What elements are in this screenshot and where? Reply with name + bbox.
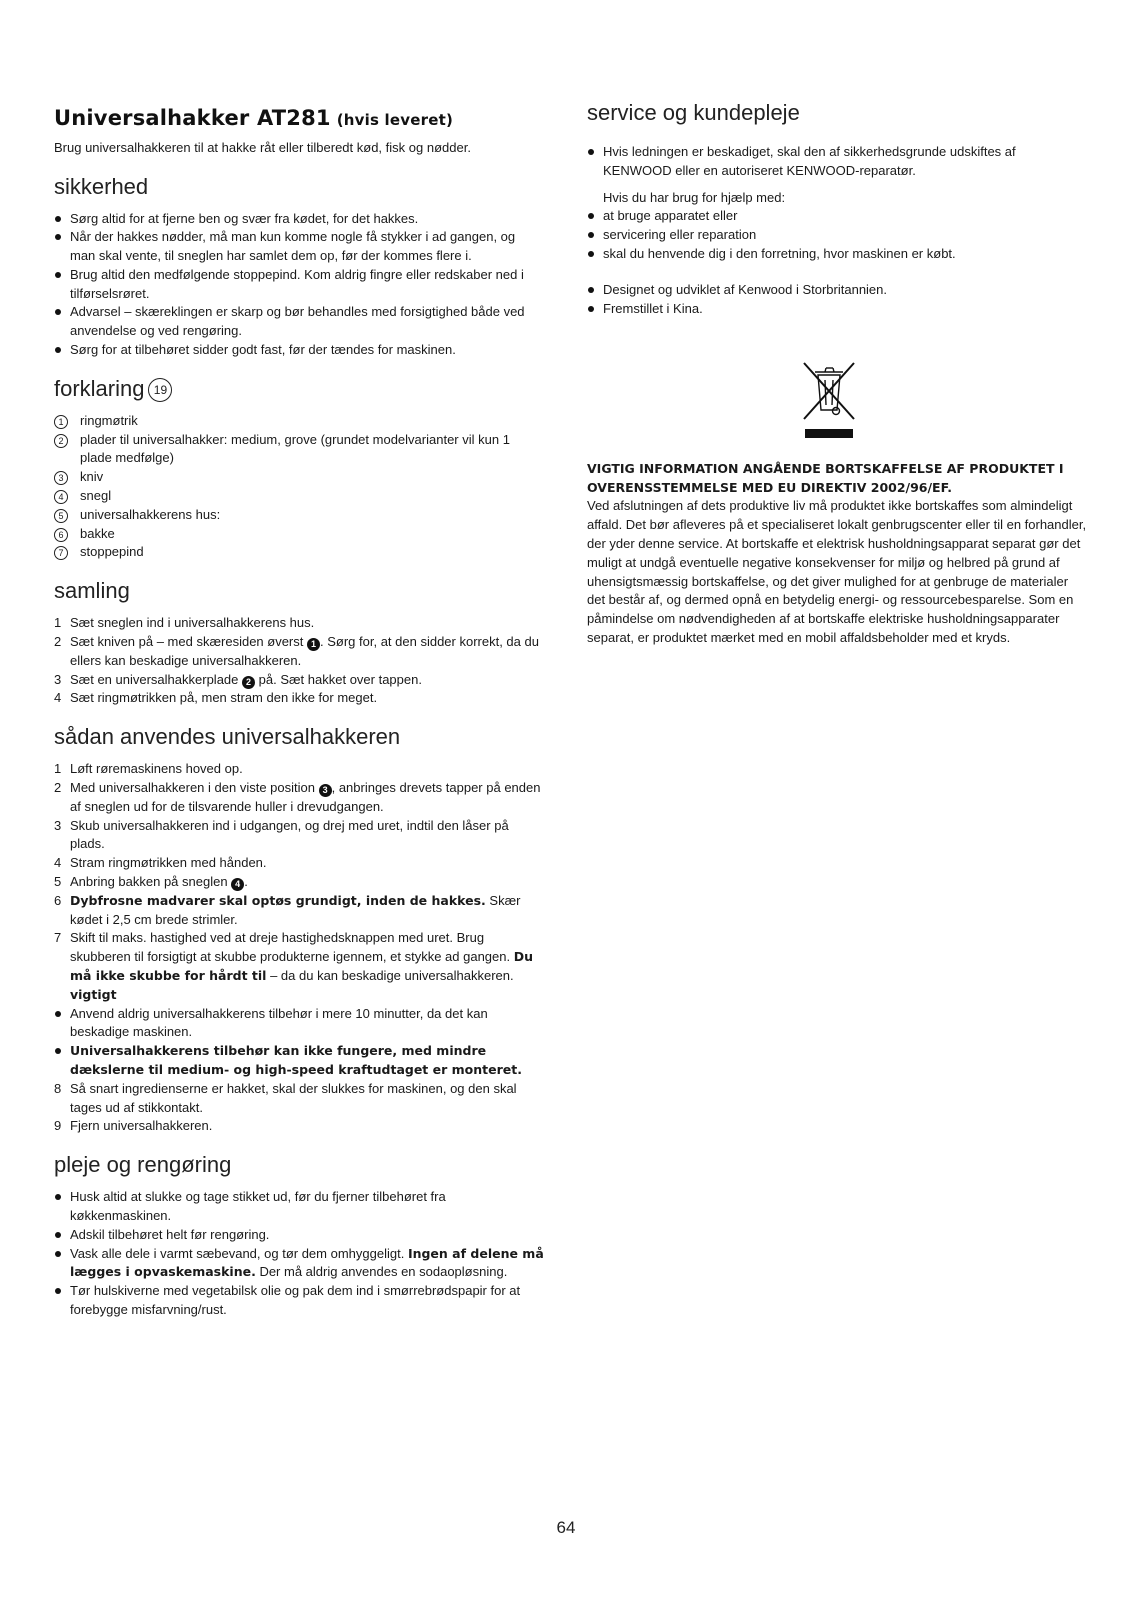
crossed-bin-icon [799,358,859,438]
care-item [54,1245,544,1283]
step-text: Så snart ingredienserne er hakket, skal der slukkes for maskinen, og den skal tages ud af stikkontakt. [70,1080,517,1115]
usage-step [54,873,544,892]
usage-step [54,929,544,985]
service-list [587,143,1087,181]
care-text: Der må aldrig anvendes en sodaopløsning. [255,1264,508,1280]
heading-anvendes: sådan anvendes universalhakkeren [54,724,401,750]
help-intro: Hvis du har brug for hjælp med: [603,189,786,205]
step-text: Sæt kniven på – med skæresiden øverst [70,634,304,650]
step-text: Sæt ringmøtrikken på, men stram den ikke for meget. [70,690,378,706]
important-item: Anvend aldrig universalhakkerens tilbehør i mere 10 minutter, da det kan beskadige maskinen. [54,1005,544,1043]
part-item [54,412,544,431]
assembly-steps [54,614,544,708]
step-text: Sæt sneglen ind i universalhakkerens hus. [70,615,315,631]
important-bold-text: Universalhakkerens tilbehør kan ikke fungere, med mindre dækslerne til medium- og high-speed kraftudtaget er monteret. [70,1043,522,1077]
help-item: skal du henvende dig i den forretning, hvor maskinen er købt. [587,245,1087,264]
safety-item: Brug altid den medfølgende stoppepind. Kom aldrig fingre eller redskaber ned i tilførselsrøret. [54,266,544,304]
step-text: Anbring bakken på sneglen [70,874,228,890]
part-label: snegl [80,488,112,504]
part-number-circle: 2 [54,434,68,448]
step-number: 5 [54,874,62,890]
care-bold-text: Ingen af delene må lægges i opvaskemaskine. [70,1245,544,1280]
step-number: 7 [54,930,62,946]
usage-step [54,854,544,873]
figure-ref-badge: 2 [242,676,255,689]
disposal-heading: VIGTIG INFORMATION ANGÅENDE BORTSKAFFELSE AF PRODUKTET I OVERENSSTEMMELSE MED EU DIREKTIV 2002/96/EF. [587,461,1064,495]
care-item: Husk altid at slukke og tage stikket ud, før du fjerner tilbehøret fra køkkenmaskinen. [54,1188,544,1226]
step-text: Med universalhakkeren i den viste position [70,780,315,796]
part-number-circle: 3 [54,471,68,485]
intro-text: Brug universalhakkeren til at hakke råt eller tilberedt kød, fisk og nødder. [54,140,471,155]
heading-sikkerhed: sikkerhed [54,173,149,199]
assembly-step [54,689,544,708]
usage-step [54,779,544,817]
step-text: Sæt en universalhakkerplade [70,671,239,687]
step-text: Skift til maks. hastighed ved at dreje hastighedsknappen med uret. Brug skubberen til forsigtigt at skubbe produkterne igennem, et stykke ad gangen. [70,930,511,965]
page-title [54,106,544,130]
part-label: plader til universalhakker: medium, grove (grundet modelvarianter vil kun 1 plade medfølge) [80,431,510,466]
figure-ref-circle: 19 [148,378,172,402]
parts-list [54,412,544,562]
part-label: ringmøtrik [80,412,138,428]
step-text: Skær kødet i 2,5 cm brede strimler. [70,892,521,927]
step-bold-text: Dybfrosne madvarer skal optøs grundigt, inden de hakkes. [70,892,486,908]
care-item: Adskil tilbehøret helt før rengøring. [54,1226,544,1245]
heading-pleje: pleje og rengøring [54,1152,232,1178]
assembly-step [54,671,544,690]
figure-ref-badge: 1 [307,638,320,651]
step-number: 2 [54,634,62,650]
disposal-body: Ved afslutningen af dets produktive liv må produktet ikke bortskaffes som almindeligt affald. Det bør afleveres på et specialiseret lokalt genbrugscenter eller til en forhandler, der yder denne service. At bortskaffe et elektrisk husholdningsapparat separat gør det muligt at undgå eventuelle negative konsekvenser for miljø og helbred på grund af uhensigtsmæssig bortskaffelse, og det giver mulighed for at genbruge de materialer det består af, og dermed opnå en betydelig energi- og ressourcebesparelse. Som en påmindelse om nødvendigheden af at bortskaffe elektriske husholdningsapparater separat, er produktet mærket med en mobil affaldsbeholder med et kryds. [587,498,1087,645]
important-list [54,1005,544,1080]
usage-steps-b [54,1080,544,1136]
usage-step [54,760,544,779]
title-suffix: (hvis leveret) [336,111,454,129]
part-label: stoppepind [80,544,144,560]
step-number: 4 [54,855,62,871]
step-bold-text: Du må ikke skubbe for hårdt til [70,949,534,983]
safety-item: Sørg for at tilbehøret sidder godt fast, før der tændes for maskinen. [54,341,544,360]
usage-steps-a [54,760,544,986]
part-label: kniv [80,469,104,485]
part-number-circle: 4 [54,490,68,504]
step-number: 3 [54,671,62,687]
part-item [54,468,544,487]
safety-item: Advarsel – skæreklingen er skarp og bør behandles med forsigtighed både ved anvendelse og ved rengøring. [54,303,544,341]
part-item [54,506,544,525]
important-item [54,1042,544,1080]
step-number: 8 [54,1080,62,1096]
heading-forklaring-text: forklaring [54,375,145,401]
heading-service: service og kundepleje [587,100,800,125]
step-number: 2 [54,780,62,796]
step-number: 9 [54,1118,62,1134]
service-item: Hvis ledningen er beskadiget, skal den af sikkerhedsgrunde udskiftes af KENWOOD eller en autoriseret KENWOOD-reparatør. [587,143,1087,181]
step-number: 4 [54,690,62,706]
assembly-step [54,614,544,633]
part-number-circle: 6 [54,528,68,542]
help-item: servicering eller reparation [587,226,1087,245]
care-text: Vask alle dele i varmt sæbevand, og tør dem omhyggeligt. [70,1245,405,1261]
part-label: bakke [80,525,115,541]
important-label: vigtigt [70,986,117,1002]
step-text: , anbringes drevets tapper på enden af sneglen ud for de tilsvarende huller i drevudgangen. [70,780,541,814]
step-text: Fjern universalhakkeren. [70,1118,213,1134]
help-item: at bruge apparatet eller [587,207,1087,226]
page-number: 64 [556,1518,576,1537]
part-label: universalhakkerens hus: [80,506,221,522]
left-column [54,100,544,1320]
step-number: 6 [54,892,62,908]
help-list [587,207,1087,263]
part-number-circle: 7 [54,546,68,560]
step-text: . [244,874,248,890]
step-number: 1 [54,615,62,631]
origin-list [587,281,1087,319]
figure-ref-badge: 3 [319,784,332,797]
part-number-circle: 5 [54,509,68,523]
step-number: 1 [54,761,62,777]
usage-step [54,1117,544,1136]
step-text: Løft røremaskinens hoved op. [70,761,243,777]
usage-step [54,817,544,855]
step-text: Stram ringmøtrikken med hånden. [70,855,267,871]
care-list [54,1188,544,1320]
safety-item: Sørg altid for at fjerne ben og svær fra kødet, for det hakkes. [54,210,544,229]
part-item [54,525,544,544]
usage-step [54,892,544,930]
heading-forklaring [54,376,544,402]
part-number-circle: 1 [54,415,68,429]
usage-step [54,1080,544,1118]
title-main: Universalhakker AT281 [54,106,331,130]
part-item [54,543,544,562]
step-text: på. Sæt hakket over tappen. [258,671,422,687]
origin-item: Fremstillet i Kina. [587,300,1087,319]
origin-item: Designet og udviklet af Kenwood i Storbritannien. [587,281,1087,300]
step-text: Skub universalhakkeren ind i udgangen, og drej med uret, indtil den låser på plads. [70,817,509,852]
right-column [587,100,1087,648]
part-item [54,487,544,506]
safety-item: Når der hakkes nødder, må man kun komme nogle få stykker i ad gangen, og man skal vente, til sneglen har samlet dem op, før der kommes flere i. [54,228,544,266]
figure-ref-badge: 4 [231,878,244,891]
safety-list [54,210,544,360]
step-text: – da du kan beskadige universalhakkeren. [266,968,514,983]
step-text: . Sørg for, at den sidder korrekt, da du ellers kan beskadige universalhakkeren. [70,634,539,668]
assembly-step [54,633,544,671]
care-item: Tør hulskiverne med vegetabilsk olie og pak dem ind i smørrebrødspapir for at forebygge misfarvning/rust. [54,1282,544,1320]
heading-samling: samling [54,578,130,604]
step-number: 3 [54,817,62,833]
part-item [54,431,544,469]
